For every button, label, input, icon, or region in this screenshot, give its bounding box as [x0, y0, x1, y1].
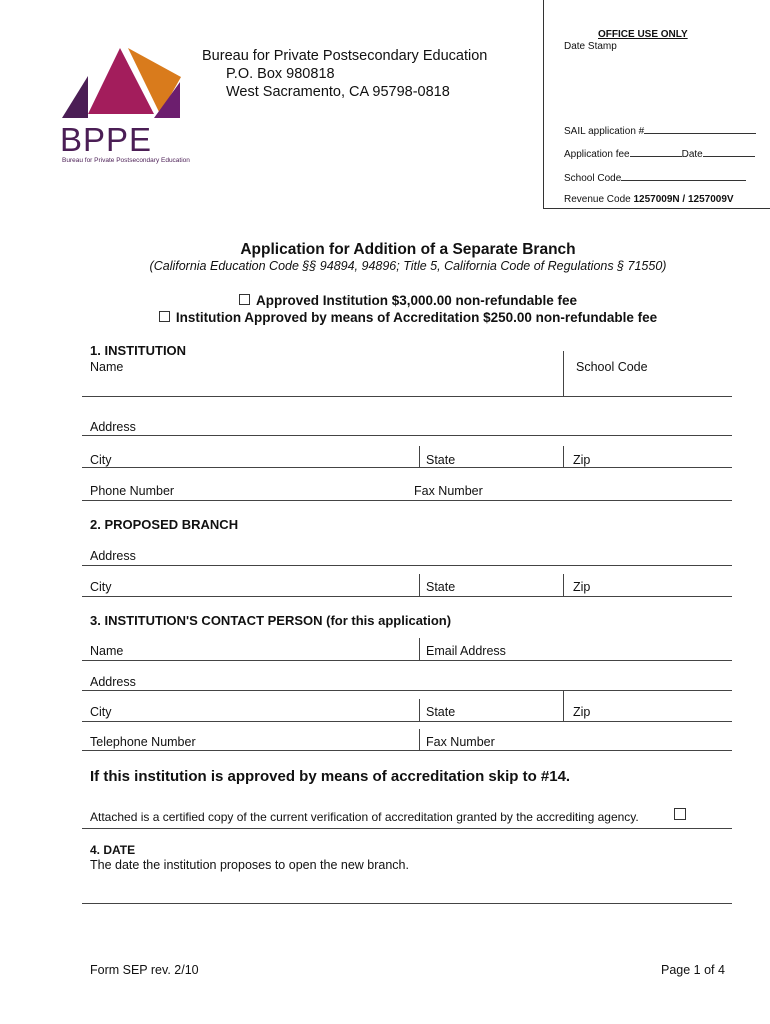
contact-address-line[interactable]: [82, 690, 732, 691]
divider: [419, 699, 420, 721]
contact-zip-label: Zip: [573, 705, 591, 719]
institution-city-label: City: [90, 453, 112, 467]
fee-option-label: Institution Approved by means of Accreditation $250.00 non-refundable fee: [175, 310, 658, 325]
form-revision: Form SEP rev. 2/10: [90, 963, 199, 977]
section-4-heading: 4. DATE: [90, 843, 136, 857]
institution-name-label: Name: [90, 360, 124, 374]
divider: [563, 446, 564, 467]
date-stamp-label: Date Stamp: [564, 41, 617, 52]
branch-state-label: State: [426, 580, 456, 594]
section-2-heading: 2. PROPOSED BRANCH: [90, 517, 239, 532]
contact-city-line[interactable]: [82, 721, 732, 722]
divider: [419, 638, 420, 660]
office-use-title: OFFICE USE ONLY: [598, 29, 688, 40]
form-subtitle: (California Education Code §§ 94894, 94896; Title 5, California Code of Regulations § 71550): [149, 259, 667, 273]
revenue-label: Revenue Code: [564, 194, 631, 205]
divider: [563, 351, 564, 396]
institution-fax-label: Fax Number: [414, 484, 483, 498]
form-title: Application for Addition of a Separate Branch: [240, 241, 576, 258]
logo-acronym: BPPE: [60, 121, 153, 158]
page-number: Page 1 of 4: [661, 963, 725, 977]
section-3-heading: 3. INSTITUTION'S CONTACT PERSON (for this application): [90, 613, 452, 628]
accreditation-attached-label: Attached is a certified copy of the current verification of accreditation granted by the accrediting agency.: [90, 810, 639, 824]
date-label: Date: [681, 149, 703, 160]
institution-address-line[interactable]: [82, 435, 732, 436]
branch-zip-label: Zip: [573, 580, 591, 594]
branch-city-line[interactable]: [82, 596, 732, 597]
section-4-description: The date the institution proposes to open the new branch.: [90, 858, 409, 872]
contact-phone-line[interactable]: [82, 750, 732, 751]
bppe-logo: [58, 44, 198, 170]
contact-address-label: Address: [90, 675, 136, 689]
divider: [82, 828, 732, 829]
bureau-address: [202, 47, 487, 101]
checkbox-icon[interactable]: [239, 294, 250, 305]
contact-state-label: State: [426, 705, 456, 719]
bureau-po-box: P.O. Box 980818: [226, 66, 335, 82]
contact-phone-label: Telephone Number: [90, 735, 196, 749]
fee-label: Application fee: [564, 149, 630, 160]
bureau-city: West Sacramento, CA 95798-0818: [226, 84, 450, 100]
institution-city-line[interactable]: [82, 467, 732, 468]
fee-option-approved[interactable]: [0, 293, 770, 308]
divider: [419, 446, 420, 467]
school-code-field[interactable]: [564, 171, 746, 184]
accreditation-skip-heading: If this institution is approved by means of accreditation skip to #14.: [90, 768, 571, 785]
sail-application-field[interactable]: [564, 124, 756, 137]
institution-name-line[interactable]: [82, 396, 732, 397]
institution-phone-label: Phone Number: [90, 484, 175, 498]
contact-name-label: Name: [90, 644, 124, 658]
institution-address-label: Address: [90, 420, 136, 434]
fee-option-accredited[interactable]: [0, 310, 770, 325]
accreditation-checkbox[interactable]: [674, 808, 686, 820]
revenue-value: 1257009N / 1257009V: [633, 194, 734, 205]
contact-city-label: City: [90, 705, 112, 719]
sail-label: SAIL application #: [564, 126, 645, 137]
contact-name-line[interactable]: [82, 660, 732, 661]
contact-email-label: Email Address: [426, 644, 506, 658]
bureau-name: Bureau for Private Postsecondary Education: [202, 48, 488, 64]
institution-state-label: State: [426, 453, 456, 467]
divider: [563, 690, 564, 721]
proposed-date-line[interactable]: [82, 903, 732, 904]
revenue-code: [564, 194, 734, 205]
divider: [419, 729, 420, 750]
application-fee-field[interactable]: [564, 147, 755, 160]
school-code-label: School Code: [576, 360, 648, 374]
branch-address-label: Address: [90, 549, 136, 563]
contact-fax-label: Fax Number: [426, 735, 495, 749]
institution-zip-label: Zip: [573, 453, 591, 467]
checkbox-icon[interactable]: [159, 311, 170, 322]
fee-option-label: Approved Institution $3,000.00 non-refundable fee: [255, 293, 578, 308]
school-code-label: School Code: [564, 173, 622, 184]
divider: [419, 574, 420, 596]
divider: [563, 574, 564, 596]
institution-phone-line[interactable]: [82, 500, 732, 501]
branch-address-line[interactable]: [82, 565, 732, 566]
section-1-heading: 1. INSTITUTION: [90, 343, 187, 358]
branch-city-label: City: [90, 580, 112, 594]
logo-subtitle: Bureau for Private Postsecondary Education: [62, 157, 190, 164]
